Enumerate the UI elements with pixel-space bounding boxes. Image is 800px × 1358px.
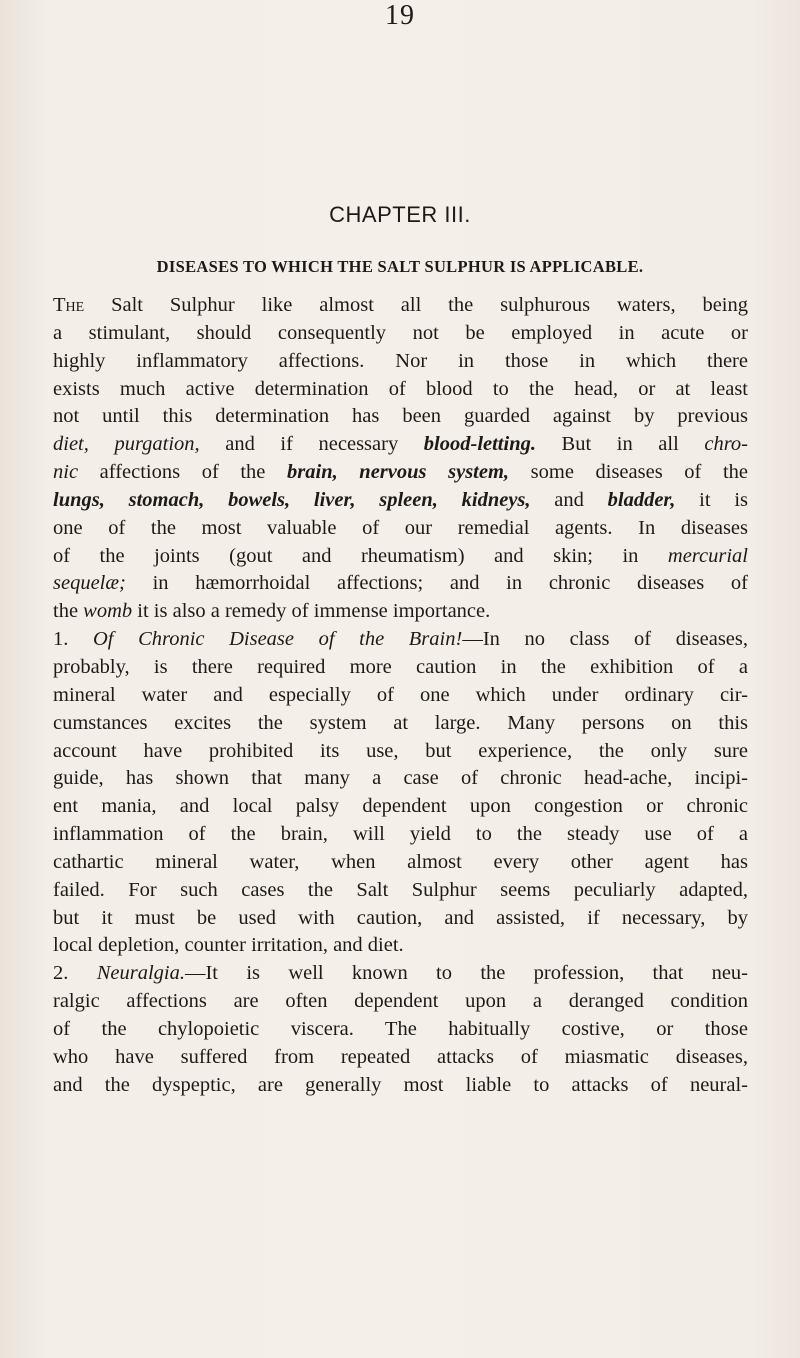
text-line [53, 960, 748, 988]
text-line [53, 431, 748, 459]
chapter-title: CHAPTER III. [329, 202, 471, 227]
text-run: Salt Sulphur like almost all the sulphurous waters, being [84, 294, 748, 316]
text-run: it is [675, 488, 748, 511]
text-run: probably, is there required more caution in the exhibition of a [53, 655, 748, 678]
text-run: mineral water and especially of one which under ordinary cir- [53, 683, 748, 706]
text-run: The [53, 294, 85, 316]
text-run: in hæmorrhoidal affections; and in chronic diseases of [125, 572, 748, 595]
text-line [53, 292, 748, 320]
text-line [53, 570, 748, 598]
text-line [53, 765, 748, 793]
text-line [53, 320, 748, 348]
text-run: cathartic mineral water, when almost every other agent has [53, 850, 748, 873]
text-line [53, 905, 748, 933]
text-line [53, 849, 748, 877]
text-line [53, 821, 748, 849]
text-run: ent mania, and local palsy dependent upon congestion or chronic [53, 795, 748, 818]
text-run: exists much active determination of blood to the head, or at least [53, 377, 748, 400]
text-run: but it must be used with caution, and assisted, if necessary, by [53, 906, 748, 929]
text-run: sequelæ; [53, 572, 126, 595]
text-line [53, 738, 748, 766]
text-run: and if necessary [199, 433, 424, 456]
text-run: 1. [53, 628, 93, 651]
text-run: a stimulant, should consequently not be employed in acute or [53, 321, 748, 344]
text-run: inflammation of the brain, will yield to the steady use of a [53, 823, 748, 846]
text-run: Of Chronic Disease of the Brain! [92, 628, 463, 651]
text-run: ralgic affections are often dependent upon a deranged condition [53, 990, 748, 1013]
text-run: —It is well known to the profession, that neu- [184, 962, 749, 985]
text-run: —In no class of diseases, [462, 628, 748, 651]
text-run: Neuralgia. [96, 962, 185, 985]
text-line [53, 348, 748, 376]
text-run: of the joints (gout and rheumatism) and skin; in [53, 544, 668, 567]
text-run: womb [83, 600, 133, 623]
text-run: and the dyspeptic, are generally most liable to attacks of neural- [53, 1073, 748, 1096]
text-run: blood-letting. [423, 433, 536, 456]
text-run: lungs, stomach, bowels, liver, spleen, kidneys, [53, 488, 531, 511]
text-line [53, 515, 748, 543]
text-line [53, 654, 748, 682]
text-run: the [53, 600, 84, 623]
text-line [53, 793, 748, 821]
text-run: But in all [535, 433, 705, 456]
text-run: brain, nervous system, [287, 461, 510, 484]
text-run: nic [53, 461, 79, 484]
text-run: account have prohibited its use, but experience, the only sure [53, 739, 748, 762]
text-line [53, 487, 748, 515]
text-line [53, 710, 748, 738]
text-run: cumstances excites the system at large. Many persons on this [53, 711, 748, 734]
text-run: local depletion, counter irritation, and diet. [53, 934, 404, 957]
text-line [53, 988, 748, 1016]
text-line [53, 682, 748, 710]
text-line [53, 877, 748, 905]
text-run: and [530, 488, 608, 511]
text-line [53, 626, 748, 654]
text-line [53, 598, 748, 626]
text-run: chro- [704, 433, 748, 456]
text-run: it is also a remedy of immense importance. [132, 600, 491, 623]
text-line [53, 1044, 748, 1072]
text-run: 2. [53, 962, 97, 985]
text-run: some diseases of the [509, 461, 749, 484]
text-run: guide, has shown that many a case of chronic head-ache, incipi- [53, 767, 748, 790]
section-heading: DISEASES TO WHICH THE SALT SULPHUR IS APPLICABLE. [156, 257, 644, 276]
text-run: failed. For such cases the Salt Sulphur seems peculiarly adapted, [53, 878, 748, 901]
text-run: bladder, [607, 488, 676, 511]
text-line [53, 543, 748, 571]
body-text [53, 292, 748, 1099]
text-run: not until this determination has been guarded against by previous [53, 405, 748, 428]
text-run: mercurial [667, 544, 748, 567]
text-run: of the chylopoietic viscera. The habitually costive, or those [53, 1017, 748, 1040]
text-run: affections of the [78, 461, 288, 484]
text-run: diet, purgation, [53, 433, 200, 456]
text-line [53, 403, 748, 431]
text-run: who have suffered from repeated attacks of miasmatic diseases, [53, 1045, 748, 1068]
text-line [53, 1072, 748, 1100]
text-run: highly inflammatory affections. Nor in those in which there [53, 349, 748, 372]
text-line [53, 376, 748, 404]
text-line [53, 932, 748, 960]
text-line [53, 1016, 748, 1044]
text-run: one of the most valuable of our remedial agents. In diseases [53, 516, 748, 539]
page-number: 19 [385, 0, 415, 31]
text-line [53, 459, 748, 487]
